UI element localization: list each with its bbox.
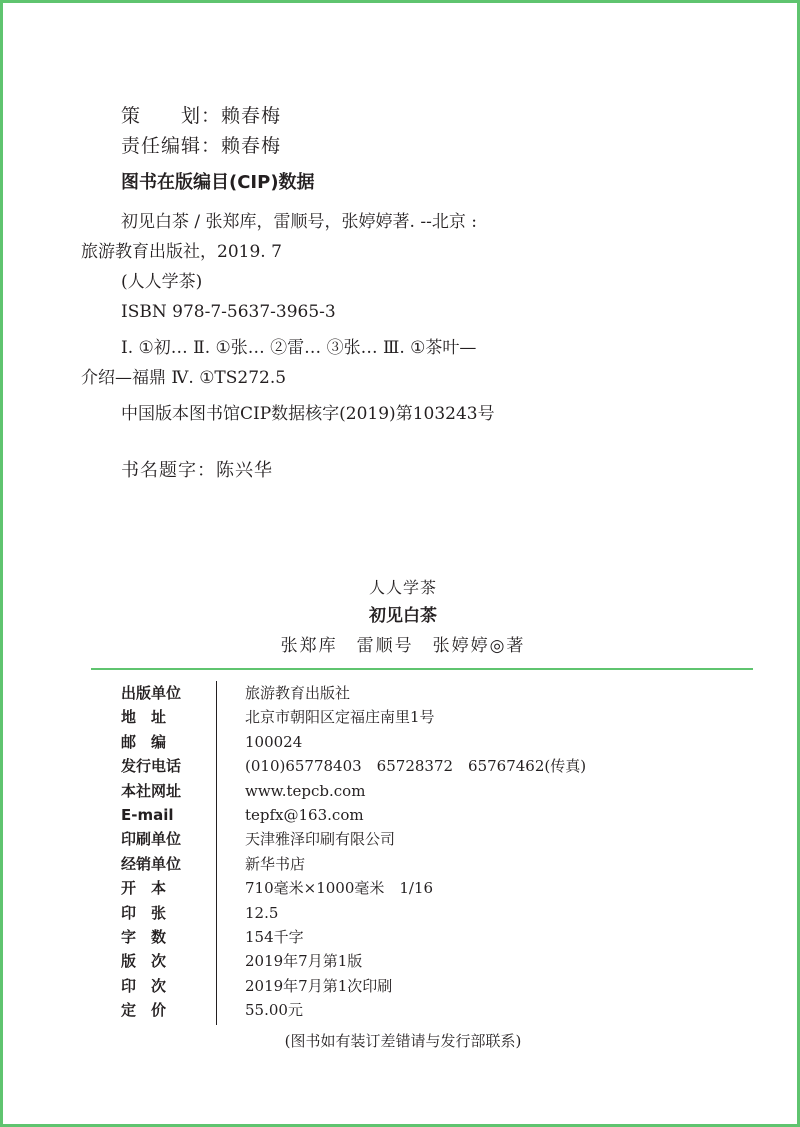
green-divider [91, 668, 753, 670]
planner-row [121, 101, 281, 131]
cip-line-6: 介绍—福鼎 Ⅳ. ①TS272.5 [81, 368, 287, 388]
info-value: 55.00元 [245, 1001, 303, 1020]
series-name: 人人学茶 [368, 578, 437, 597]
info-row [121, 754, 681, 778]
info-value: 710毫米×1000毫米 1/16 [245, 879, 434, 898]
credits-block [121, 101, 281, 161]
publication-info-table [121, 681, 681, 1022]
info-value: 100024 [245, 732, 303, 751]
cip-title: 图书在版编目(CIP)数据 [121, 172, 315, 193]
calligraphy-value: 陈兴华 [216, 460, 273, 481]
editor-row [121, 131, 281, 161]
cip-line-4: ISBN 978-7-5637-3965-3 [121, 302, 336, 322]
info-row [121, 827, 681, 851]
info-label: E-mail [121, 805, 174, 824]
info-label: 出版单位 [121, 684, 182, 702]
info-row [121, 803, 681, 827]
book-authors: 张郑库 雷顺号 张婷婷◎著 [280, 636, 526, 656]
editor-label: 责任编辑： [121, 135, 222, 157]
info-row [121, 852, 681, 876]
info-label: 印刷单位 [121, 830, 182, 849]
info-row [121, 949, 681, 973]
info-value: tepfx@163.com [245, 805, 364, 824]
title-calligraphy-credit [121, 457, 273, 485]
info-label: 印 次 [121, 976, 167, 995]
info-label: 经销单位 [121, 854, 182, 873]
editor-value: 赖春梅 [221, 135, 282, 157]
info-value: 2019年7月第1版 [245, 952, 363, 971]
info-value: 12.5 [245, 903, 279, 922]
info-row [121, 925, 681, 949]
info-value: (010)65778403 65728372 65767462(传真) [245, 757, 587, 776]
cip-line-3: (人人学茶) [121, 272, 203, 292]
info-label: 邮 编 [121, 732, 167, 751]
info-row [121, 779, 681, 803]
info-row [121, 705, 681, 729]
info-row [121, 974, 681, 998]
info-value: 天津雅泽印刷有限公司 [245, 830, 396, 849]
info-label: 定 价 [121, 1001, 167, 1020]
info-value: 北京市朝阳区定福庄南里1号 [245, 708, 435, 727]
cip-line-7: 中国版本图书馆CIP数据核字(2019)第103243号 [121, 404, 495, 424]
planner-label: 策 划： [121, 105, 222, 127]
info-row [121, 876, 681, 900]
info-label: 字 数 [121, 927, 167, 946]
planner-value: 赖春梅 [221, 105, 282, 127]
info-label: 印 张 [121, 903, 167, 922]
book-title: 初见白茶 [369, 606, 437, 626]
footer-note: (图书如有装订差错请与发行部联系) [284, 1032, 522, 1050]
info-row [121, 998, 681, 1022]
info-label: 开 本 [121, 879, 167, 898]
info-value: 旅游教育出版社 [245, 684, 351, 702]
calligraphy-label: 书名题字： [121, 460, 216, 481]
info-row [121, 730, 681, 754]
info-value: 2019年7月第1次印刷 [245, 976, 393, 995]
info-row [121, 681, 681, 705]
cip-line-2: 旅游教育出版社，2019. 7 [81, 242, 282, 262]
info-label: 发行电话 [121, 757, 182, 776]
info-label: 地 址 [121, 708, 167, 727]
info-value: 新华书店 [245, 854, 306, 873]
cip-line-1: 初见白茶 / 张郑库，雷顺号，张婷婷著. --北京 : [121, 212, 477, 232]
cip-record [81, 207, 641, 429]
info-value: 154千字 [245, 927, 304, 946]
info-label: 本社网址 [121, 781, 182, 800]
info-value: www.tepcb.com [245, 781, 366, 800]
info-label: 版 次 [121, 952, 167, 971]
info-row [121, 901, 681, 925]
cip-line-5: Ⅰ. ①初… Ⅱ. ①张… ②雷… ③张… Ⅲ. ①茶叶— [121, 338, 477, 358]
